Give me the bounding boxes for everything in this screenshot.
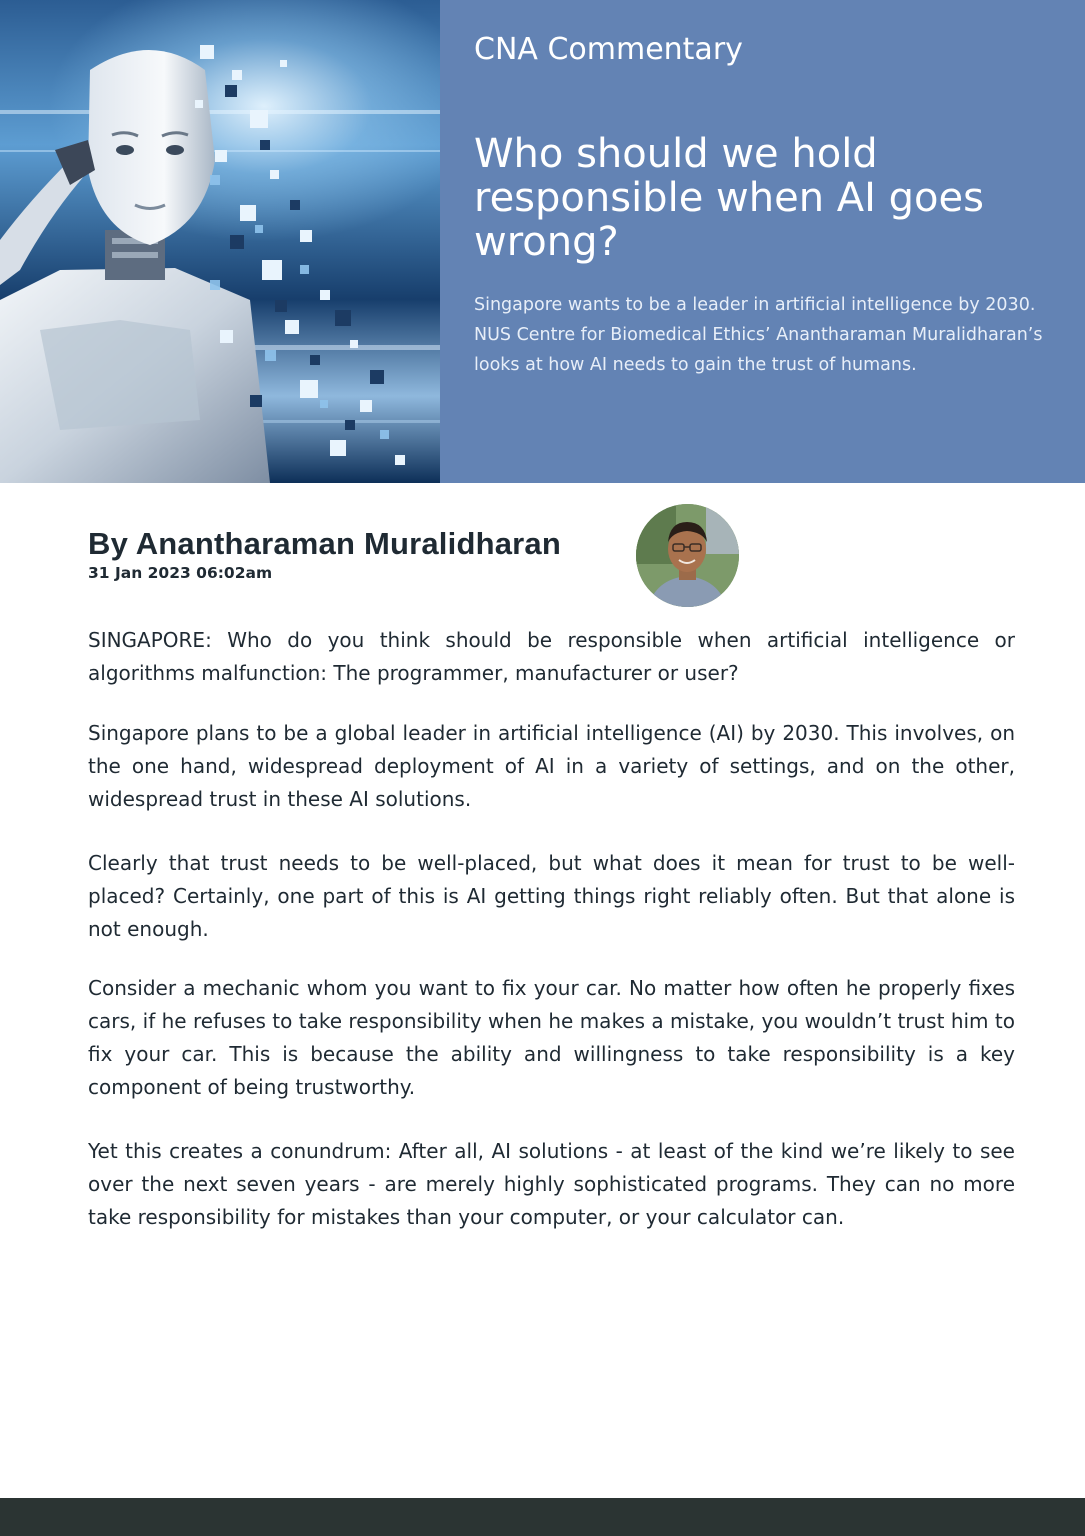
paragraph: SINGAPORE: Who do you think should be responsible when artificial intelligence or algorithms malfunction: The programmer, manufacturer or user? [88,628,1015,685]
standfirst [474,290,1049,380]
paragraph: Singapore plans to be a global leader in artificial intelligence (AI) by 2030. This involves, on the one hand, widespread deployment of AI in a variety of settings, and on the other, widespread trust in these AI solutions. [88,721,1015,811]
robot-illustration [0,0,440,483]
standfirst-line: Singapore wants to be a leader in artificial intelligence by 2030. [474,295,1036,315]
byline [88,526,561,584]
article-body [88,624,1015,1234]
robot-illustration-graphic [0,0,440,483]
page-title: Who should we hold responsible when AI goes wrong? [474,131,984,265]
paragraph: Yet this creates a conundrum: After all, AI solutions - at least of the kind we’re likely to see over the next seven years - are merely highly sophisticated programs. They can no more take responsibility for mistakes than your computer, or your calculator can. [88,1139,1015,1229]
footer-bar [0,1498,1085,1536]
paragraph: Clearly that trust needs to be well-placed, but what does it mean for trust to be well-placed? Certainly, one part of this is AI getting things right reliably often. But that alone is not enough. [88,851,1015,941]
section-label: CNA Commentary [474,32,743,67]
header-band [0,0,1085,483]
paragraph: Consider a mechanic whom you want to fix your car. No matter how often he properly fixes cars, if he refuses to take responsibility when he makes a mistake, you wouldn’t trust him to fix your car. This is because the ability and willingness to take responsibility is a key component of being trustworthy. [88,976,1015,1099]
avatar [636,504,739,607]
author-photo [636,504,739,607]
author-name: By Anantharaman Muralidharan [88,526,561,561]
standfirst-line: NUS Centre for Biomedical Ethics’ Anantharaman Muralidharan’s looks at how AI needs to gain the trust of humans. [474,325,1043,375]
header-text-block [474,30,1049,380]
publish-date: 31 Jan 2023 06:02am [88,564,273,582]
